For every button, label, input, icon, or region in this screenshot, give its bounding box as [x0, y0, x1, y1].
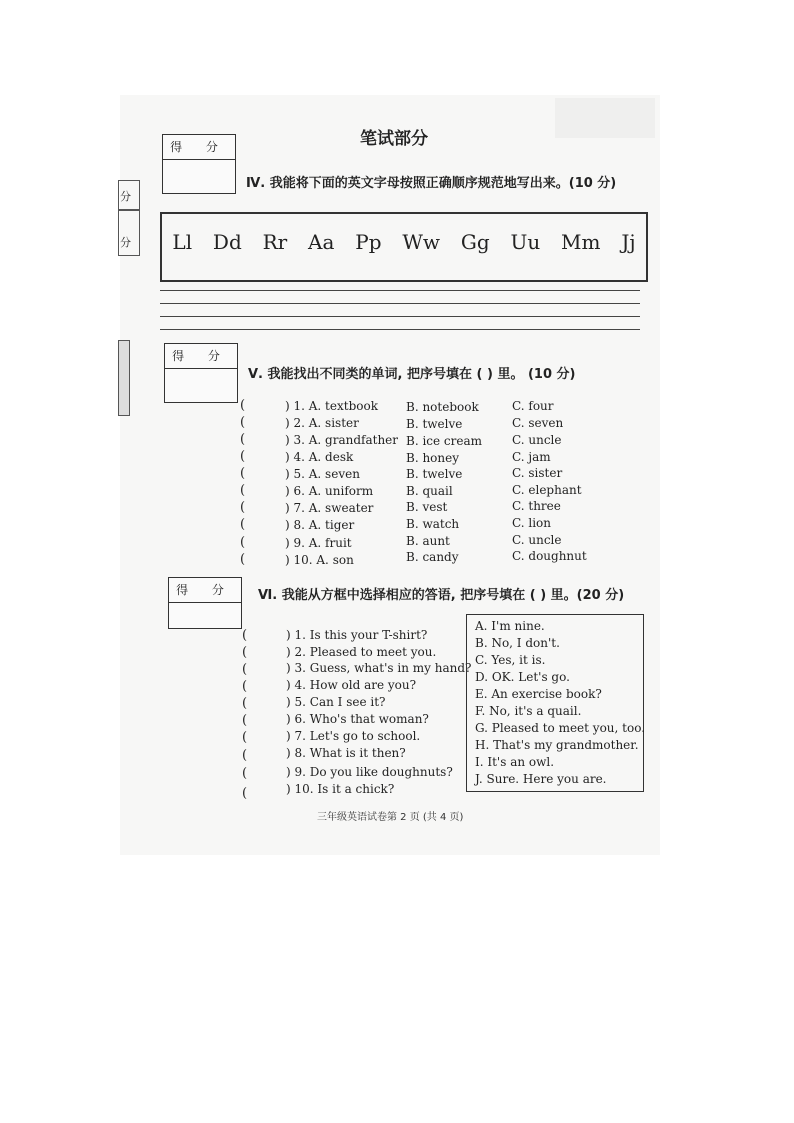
answer-option: D. OK. Let's go.: [475, 670, 570, 684]
score-box-label: 得 分: [163, 135, 235, 160]
question: ) 1. Is this your T-shirt?: [286, 628, 428, 642]
option-c: C. uncle: [512, 433, 562, 447]
score-box-label: 得 分: [165, 344, 237, 369]
answer-paren[interactable]: (: [240, 432, 246, 447]
option-b: B. twelve: [406, 417, 463, 431]
answer-paren[interactable]: (: [242, 696, 248, 711]
letter-pair: Ww: [402, 230, 441, 254]
answer-paren[interactable]: (: [240, 483, 246, 498]
section5-title: Ⅴ. 我能找出不同类的单词, 把序号填在 ( ) 里。 (10 分): [248, 367, 576, 382]
letter-pair: Mm: [561, 230, 601, 254]
answer-paren[interactable]: (: [242, 679, 248, 694]
edge-label-1: 分: [120, 190, 131, 203]
row-question: ) 3. A. grandfather: [285, 433, 399, 447]
answer-option: C. Yes, it is.: [475, 653, 546, 667]
answer-paren[interactable]: (: [240, 449, 246, 464]
letter-pair: Jj: [621, 230, 636, 254]
option-b: B. ice cream: [406, 434, 483, 448]
page-title: 笔试部分: [360, 129, 428, 149]
answer-paren[interactable]: (: [240, 500, 246, 515]
option-c: C. lion: [512, 516, 552, 530]
question: ) 4. How old are you?: [286, 678, 417, 692]
writing-line: [160, 329, 640, 330]
answer-paren[interactable]: (: [242, 628, 248, 643]
answer-paren[interactable]: (: [242, 786, 248, 801]
score-box-4: [162, 134, 236, 194]
option-b: B. honey: [406, 451, 460, 465]
answer-option: A. I'm nine.: [475, 619, 545, 633]
answer-option: B. No, I don't.: [475, 636, 560, 650]
question: ) 10. Is it a chick?: [286, 782, 395, 796]
option-b: B. twelve: [406, 467, 463, 481]
answer-option: H. That's my grandmother.: [475, 738, 639, 752]
answer-paren[interactable]: (: [240, 535, 246, 550]
answer-paren[interactable]: (: [242, 730, 248, 745]
faded-header-area: [555, 98, 655, 138]
answer-option: J. Sure. Here you are.: [475, 772, 607, 786]
letter-pair: Rr: [262, 230, 288, 254]
question: ) 8. What is it then?: [286, 746, 406, 760]
writing-line: [160, 303, 640, 304]
option-c: C. jam: [512, 450, 551, 464]
answer-paren[interactable]: (: [242, 662, 248, 677]
answer-paren[interactable]: (: [242, 748, 248, 763]
letter-pair: Ll: [172, 230, 193, 254]
option-b: B. candy: [406, 550, 459, 564]
row-question: ) 1. A. textbook: [285, 399, 378, 413]
option-c: C. uncle: [512, 533, 562, 547]
question: ) 9. Do you like doughnuts?: [286, 765, 453, 779]
row-question: ) 7. A. sweater: [285, 501, 374, 515]
question: ) 6. Who's that woman?: [286, 712, 429, 726]
letter-pair: Aa: [308, 230, 335, 254]
option-b: B. aunt: [406, 534, 450, 548]
page-footer: 三年级英语试卷第 2 页 (共 4 页): [317, 812, 464, 823]
score-box-6: [168, 577, 242, 629]
score-box-label: 得 分: [169, 578, 241, 603]
letter-pair: Gg: [460, 230, 490, 254]
row-question: ) 6. A. uniform: [285, 484, 374, 498]
option-b: B. quail: [406, 484, 453, 498]
answer-paren[interactable]: (: [240, 415, 246, 430]
option-c: C. three: [512, 499, 561, 513]
answers-box: [466, 614, 644, 792]
option-b: B. watch: [406, 517, 460, 531]
section4-title: Ⅳ. 我能将下面的英文字母按照正确顺序规范地写出来。(10 分): [246, 176, 617, 191]
writing-line: [160, 316, 640, 317]
option-c: C. elephant: [512, 483, 582, 497]
edge-label-2: 分: [120, 236, 131, 249]
question: ) 7. Let's go to school.: [286, 729, 421, 743]
answer-paren[interactable]: (: [242, 766, 248, 781]
writing-line: [160, 290, 640, 291]
option-c: C. seven: [512, 416, 564, 430]
answer-paren[interactable]: (: [240, 552, 246, 567]
question: ) 5. Can I see it?: [286, 695, 386, 709]
letters-box: [160, 212, 648, 282]
answer-option: F. No, it's a quail.: [475, 704, 582, 718]
section6-title: Ⅵ. 我能从方框中选择相应的答语, 把序号填在 ( ) 里。(20 分): [258, 588, 625, 603]
answer-paren[interactable]: (: [240, 466, 246, 481]
option-c: C. sister: [512, 466, 563, 480]
question: ) 3. Guess, what's in my hand?: [286, 661, 472, 675]
answer-option: G. Pleased to meet you, too.: [475, 721, 646, 735]
option-c: C. doughnut: [512, 549, 587, 563]
answer-paren[interactable]: (: [242, 713, 248, 728]
answer-paren[interactable]: (: [240, 398, 246, 413]
row-question: ) 9. A. fruit: [285, 536, 352, 550]
row-question: ) 8. A. tiger: [285, 518, 355, 532]
letter-pair: Dd: [212, 230, 242, 254]
question: ) 2. Pleased to meet you.: [286, 645, 437, 659]
letter-pair: Pp: [355, 230, 382, 254]
letter-pair: Uu: [510, 230, 541, 254]
row-question: ) 5. A. seven: [285, 467, 360, 481]
answer-option: E. An exercise book?: [475, 687, 602, 701]
row-question: ) 4. A. desk: [285, 450, 354, 464]
row-question: ) 10. A. son: [285, 553, 354, 567]
edge-stamp: [118, 340, 130, 416]
option-c: C. four: [512, 399, 554, 413]
score-box-5: [164, 343, 238, 403]
binding-edge: [118, 170, 140, 850]
option-b: B. vest: [406, 500, 448, 514]
answer-paren[interactable]: (: [242, 645, 248, 660]
row-question: ) 2. A. sister: [285, 416, 359, 430]
option-b: B. notebook: [406, 400, 479, 414]
answer-paren[interactable]: (: [240, 517, 246, 532]
answer-option: I. It's an owl.: [475, 755, 555, 769]
